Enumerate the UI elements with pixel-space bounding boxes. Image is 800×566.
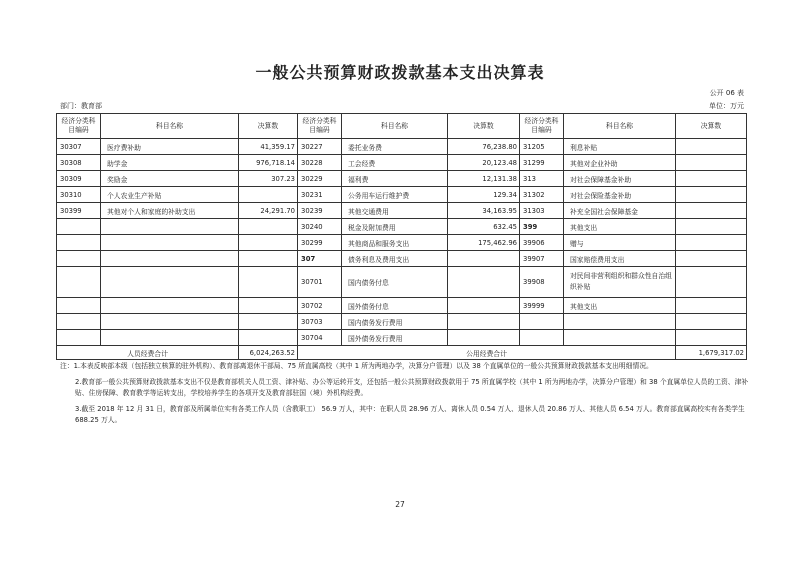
cell-name: 委托业务费 (342, 139, 448, 155)
cell-name: 国内债务发行费用 (342, 314, 448, 330)
cell-name: 国家赔偿费用支出 (564, 251, 676, 267)
cell-code: 39908 (520, 267, 564, 298)
cell-code: 30227 (298, 139, 342, 155)
cell-amount (448, 251, 520, 267)
cell-code: 30309 (57, 171, 101, 187)
cell-code: 31205 (520, 139, 564, 155)
cell-code: 31303 (520, 203, 564, 219)
cell-name (101, 267, 239, 298)
footnote-3: 3.截至 2018 年 12 月 31 日，教育部及所属单位实有各类工作人员（含教职工） 56.9 万人，其中：在职人员 28.96 万人、离休人员 0.54 万人、退休人员 20.86 万人、其他人员 6.54 万人。教育部直属高校实有各类学生 688.25 万人。 (75, 404, 745, 424)
cell-amount (448, 314, 520, 330)
cell-code: 39906 (520, 235, 564, 251)
cell-amount (239, 267, 298, 298)
cell-amount (239, 314, 298, 330)
cell-name: 其他交通费用 (342, 203, 448, 219)
header-code: 经济分类科目编码 (57, 114, 101, 139)
cell-amount (676, 314, 747, 330)
cell-code: 30704 (298, 330, 342, 346)
cell-code: 30231 (298, 187, 342, 203)
cell-amount: 307.23 (239, 171, 298, 187)
cell-code: 307 (298, 251, 342, 267)
footnotes (60, 361, 750, 431)
cell-amount (239, 187, 298, 203)
cell-amount: 129.34 (448, 187, 520, 203)
table-row (57, 267, 747, 298)
table-row (57, 171, 747, 187)
public-total-label: 公用经费合计 (298, 346, 676, 360)
cell-amount (676, 267, 747, 298)
cell-name: 奖励金 (101, 171, 239, 187)
cell-name (101, 298, 239, 314)
cell-code: 30240 (298, 219, 342, 235)
cell-name: 国内债务付息 (342, 267, 448, 298)
cell-code: 39907 (520, 251, 564, 267)
page-title: 一般公共预算财政拨款基本支出决算表 (255, 63, 545, 82)
cell-name: 公务用车运行维护费 (342, 187, 448, 203)
cell-code (57, 298, 101, 314)
table-row (57, 314, 747, 330)
cell-name: 个人农业生产补贴 (101, 187, 239, 203)
header-amount: 决算数 (239, 114, 298, 139)
cell-amount (239, 219, 298, 235)
cell-code: 30239 (298, 203, 342, 219)
cell-code: 39999 (520, 298, 564, 314)
cell-code: 30703 (298, 314, 342, 330)
expenditure-table (56, 113, 747, 360)
table-row (57, 203, 747, 219)
cell-code (57, 235, 101, 251)
cell-code (520, 314, 564, 330)
cell-amount: 976,718.14 (239, 155, 298, 171)
cell-amount (239, 235, 298, 251)
unit-label: 单位：万元 (709, 102, 744, 110)
cell-amount (676, 235, 747, 251)
cell-name: 其他支出 (564, 298, 676, 314)
footnote-2: 2.教育部一般公共预算财政拨款基本支出不仅是教育部机关人员工资、津补贴、办公等运转开支，还包括一般公共预算财政拨款用于 75 所直属学校（其中 1 所为两地办学，决算分户管理）和 38 个直属单位人员的工资、津补贴、住房保障、教育教学等运转支出，学校培养学生的各项开支及教育部驻国（境）外机构经费。 (75, 377, 749, 397)
cell-code (520, 330, 564, 346)
table-row (57, 139, 747, 155)
table-row (57, 155, 747, 171)
personnel-total-value: 6,024,263.52 (239, 346, 298, 360)
header-name: 科目名称 (101, 114, 239, 139)
cell-amount (239, 298, 298, 314)
cell-code: 31299 (520, 155, 564, 171)
cell-amount: 175,462.96 (448, 235, 520, 251)
totals-row (57, 346, 747, 360)
cell-amount (676, 203, 747, 219)
table-row (57, 251, 747, 267)
cell-amount (676, 187, 747, 203)
footnote-1: 注：1.本表反映部本级（包括独立核算的驻外机构）、教育部离退休干部局、75 所直属高校（其中 1 所为两地办学，决算分户管理）以及 38 个直属单位的一般公共预算财政拨款基本支出明细情况。 (60, 362, 653, 370)
cell-amount (448, 330, 520, 346)
cell-code: 313 (520, 171, 564, 187)
public-total-value: 1,679,317.02 (676, 346, 747, 360)
cell-code (57, 251, 101, 267)
cell-code (57, 267, 101, 298)
cell-amount: 24,291.70 (239, 203, 298, 219)
cell-code: 30399 (57, 203, 101, 219)
table-row (57, 330, 747, 346)
cell-amount: 20,123.48 (448, 155, 520, 171)
cell-code: 30310 (57, 187, 101, 203)
cell-amount (448, 298, 520, 314)
cell-name (101, 330, 239, 346)
cell-amount (239, 251, 298, 267)
cell-name: 补充全国社会保障基金 (564, 203, 676, 219)
cell-amount (448, 267, 520, 298)
cell-amount (676, 330, 747, 346)
cell-name (101, 219, 239, 235)
cell-name: 税金及附加费用 (342, 219, 448, 235)
header-amount: 决算数 (448, 114, 520, 139)
cell-amount (239, 330, 298, 346)
cell-code: 30702 (298, 298, 342, 314)
cell-name: 利息补贴 (564, 139, 676, 155)
cell-code (57, 330, 101, 346)
cell-code: 30299 (298, 235, 342, 251)
cell-name (101, 251, 239, 267)
cell-code (57, 314, 101, 330)
personnel-total-label: 人员经费合计 (57, 346, 239, 360)
header-code: 经济分类科目编码 (520, 114, 564, 139)
cell-amount: 12,131.38 (448, 171, 520, 187)
cell-amount (676, 171, 747, 187)
cell-name (101, 314, 239, 330)
cell-code: 30229 (298, 171, 342, 187)
cell-amount (676, 155, 747, 171)
cell-code (57, 219, 101, 235)
table-row (57, 219, 747, 235)
cell-amount: 632.45 (448, 219, 520, 235)
cell-amount: 41,359.17 (239, 139, 298, 155)
cell-name: 国外债务付息 (342, 298, 448, 314)
cell-code: 399 (520, 219, 564, 235)
cell-name: 对民间非营利组织和群众性自治组织补贴 (564, 267, 676, 298)
cell-name: 对社会保障基金补助 (564, 171, 676, 187)
cell-amount (676, 298, 747, 314)
table-row (57, 298, 747, 314)
cell-name: 工会经费 (342, 155, 448, 171)
header-code: 经济分类科目编码 (298, 114, 342, 139)
cell-name: 其他商品和服务支出 (342, 235, 448, 251)
cell-name: 对社会保险基金补助 (564, 187, 676, 203)
cell-amount: 76,238.80 (448, 139, 520, 155)
cell-name: 赠与 (564, 235, 676, 251)
cell-name (564, 314, 676, 330)
cell-code: 30308 (57, 155, 101, 171)
department-label: 部门：教育部 (60, 102, 102, 110)
header-name: 科目名称 (564, 114, 676, 139)
cell-name: 助学金 (101, 155, 239, 171)
cell-code: 30307 (57, 139, 101, 155)
cell-name: 医疗费补助 (101, 139, 239, 155)
cell-name (101, 235, 239, 251)
cell-code: 30228 (298, 155, 342, 171)
cell-name: 其他对企业补助 (564, 155, 676, 171)
cell-amount (676, 251, 747, 267)
form-number: 公开 06 表 (709, 89, 744, 97)
header-name: 科目名称 (342, 114, 448, 139)
cell-name: 福利费 (342, 171, 448, 187)
cell-code: 31302 (520, 187, 564, 203)
cell-name: 其他支出 (564, 219, 676, 235)
header-amount: 决算数 (676, 114, 747, 139)
table-header-row (57, 114, 747, 139)
cell-amount: 34,163.95 (448, 203, 520, 219)
table-row (57, 235, 747, 251)
cell-name: 债务利息及费用支出 (342, 251, 448, 267)
cell-name: 国外债务发行费用 (342, 330, 448, 346)
page-number: 27 (395, 500, 405, 509)
cell-name (564, 330, 676, 346)
cell-amount (676, 139, 747, 155)
table-row (57, 187, 747, 203)
cell-code: 30701 (298, 267, 342, 298)
cell-name: 其他对个人和家庭的补助支出 (101, 203, 239, 219)
cell-amount (676, 219, 747, 235)
